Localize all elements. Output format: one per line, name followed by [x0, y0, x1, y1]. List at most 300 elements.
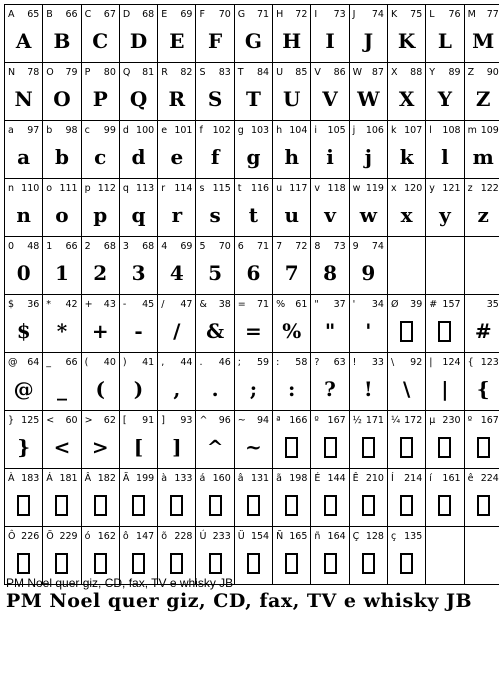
char-name: J — [352, 9, 356, 20]
char-name: 1 — [46, 241, 53, 252]
char-cell — [82, 179, 120, 237]
char-name: d — [122, 125, 129, 136]
char-code: 63 — [333, 357, 346, 368]
glyph-sample: \ — [402, 377, 411, 401]
char-name: u — [276, 183, 283, 194]
char-label — [314, 415, 345, 427]
char-label — [238, 415, 269, 427]
char-cell — [273, 63, 311, 121]
char-label — [161, 241, 192, 253]
char-name: U — [276, 67, 284, 78]
char-label — [85, 9, 116, 21]
char-cell — [350, 469, 388, 527]
glyph-sample: ) — [133, 377, 144, 401]
char-code: 102 — [212, 125, 231, 136]
char-code: 165 — [289, 531, 308, 542]
char-name: Ñ — [276, 531, 284, 542]
char-label — [276, 357, 307, 369]
char-name: Á — [46, 473, 53, 484]
char-row — [5, 121, 499, 179]
char-label — [123, 415, 154, 427]
char-label — [314, 473, 345, 485]
char-code: 79 — [65, 67, 78, 78]
sample-caption: PM Noel quer giz, CD, fax, TV e whisky JB — [6, 576, 234, 590]
char-code: 43 — [103, 299, 116, 310]
char-name: Â — [84, 473, 92, 484]
char-label — [391, 531, 422, 543]
char-code: 81 — [142, 67, 155, 78]
char-name: H — [276, 9, 284, 20]
char-label — [276, 67, 307, 79]
glyph-sample: C — [92, 29, 109, 53]
glyph-sample: D — [129, 29, 148, 53]
char-code: 164 — [327, 531, 346, 542]
char-label — [468, 415, 499, 427]
char-code: 41 — [142, 357, 155, 368]
char-cell — [388, 353, 426, 411]
char-row — [5, 179, 499, 237]
char-label — [468, 9, 499, 21]
char-name: S — [199, 67, 206, 78]
missing-glyph-box-icon — [273, 545, 310, 581]
char-name: Õ — [46, 531, 54, 542]
glyph-sample: X — [398, 87, 415, 111]
char-label — [85, 241, 116, 253]
char-code: 105 — [327, 125, 346, 136]
char-name: f — [199, 125, 203, 136]
char-label — [238, 9, 269, 21]
char-code: 116 — [250, 183, 270, 194]
char-row — [5, 469, 499, 527]
char-label — [85, 299, 116, 311]
char-label — [199, 241, 230, 253]
char-label — [161, 531, 192, 543]
glyph-sample: , — [173, 377, 181, 401]
char-code: 68 — [142, 9, 155, 20]
char-cell — [120, 121, 158, 179]
glyph-sample: M — [472, 29, 495, 53]
char-label — [238, 67, 269, 79]
char-code: 171 — [365, 415, 384, 426]
glyph-sample: | — [441, 377, 449, 401]
char-code: 76 — [448, 9, 461, 20]
char-label — [123, 473, 154, 485]
char-label — [199, 67, 230, 79]
missing-glyph-box-icon — [273, 429, 310, 465]
char-name: ô — [122, 531, 129, 542]
char-code: 73 — [333, 9, 346, 20]
char-cell — [196, 179, 234, 237]
glyph-sample: y — [439, 203, 451, 227]
char-code: 199 — [136, 473, 155, 484]
char-code: 90 — [486, 67, 499, 78]
char-code: 48 — [27, 241, 40, 252]
char-name: º — [314, 415, 319, 426]
char-code: 118 — [327, 183, 346, 194]
glyph-sample: T — [245, 87, 261, 111]
char-cell — [196, 121, 234, 179]
char-label — [238, 531, 269, 543]
glyph-sample: W — [357, 87, 380, 111]
char-label — [314, 9, 345, 21]
char-label — [314, 299, 345, 311]
char-name: q — [122, 183, 129, 194]
glyph-sample: P — [92, 87, 108, 111]
char-code: 35 — [486, 299, 499, 310]
glyph-sample: s — [209, 203, 221, 227]
char-code: 39 — [410, 299, 423, 310]
char-name: , — [161, 357, 165, 368]
char-cell — [43, 469, 81, 527]
missing-glyph-box-icon — [426, 313, 463, 349]
char-label — [161, 183, 192, 195]
char-code: 181 — [59, 473, 78, 484]
char-cell — [273, 295, 311, 353]
char-label — [8, 241, 39, 253]
char-code: 94 — [256, 415, 270, 426]
char-cell — [350, 295, 388, 353]
char-name: ê — [467, 473, 474, 484]
glyph-sample: . — [211, 377, 219, 401]
char-cell — [426, 5, 464, 63]
char-name: Z — [467, 67, 475, 78]
char-name: X — [390, 67, 398, 78]
char-cell — [43, 5, 81, 63]
char-name: B — [46, 9, 53, 20]
char-cell — [350, 179, 388, 237]
char-code: 114 — [174, 183, 193, 194]
char-label — [276, 9, 307, 21]
char-code: 108 — [442, 125, 461, 136]
glyph-sample: $ — [16, 319, 31, 343]
char-label — [123, 67, 154, 79]
char-cell — [311, 63, 349, 121]
char-cell — [158, 353, 196, 411]
char-cell — [426, 295, 464, 353]
char-cell — [273, 179, 311, 237]
glyph-sample: 4 — [169, 261, 184, 285]
char-code: 226 — [21, 531, 40, 542]
char-cell — [196, 63, 234, 121]
char-label — [8, 183, 39, 195]
char-code: 36 — [27, 299, 40, 310]
char-name: c — [84, 125, 90, 136]
char-label — [429, 183, 460, 195]
char-cell — [350, 353, 388, 411]
glyph-sample: / — [173, 319, 181, 343]
char-cell — [5, 179, 43, 237]
char-name: 3 — [122, 241, 129, 252]
char-name: À — [8, 473, 15, 484]
sample-text: PM Noel quer giz, CD, fax, TV e whisky JB — [6, 590, 473, 612]
char-label — [391, 67, 422, 79]
char-cell — [235, 353, 273, 411]
char-code: 70 — [218, 9, 231, 20]
char-cell — [43, 121, 81, 179]
glyph-sample: p — [93, 203, 108, 227]
char-cell — [82, 353, 120, 411]
glyph-sample: 3 — [131, 261, 146, 285]
char-code: 80 — [103, 67, 116, 78]
char-cell — [388, 121, 426, 179]
char-code: 109 — [480, 125, 499, 136]
missing-glyph-box-icon — [196, 487, 233, 523]
char-name: ó — [84, 531, 91, 542]
char-name: r — [161, 183, 166, 194]
char-name: | — [429, 357, 433, 368]
char-code: 110 — [21, 183, 40, 194]
glyph-sample: > — [91, 435, 109, 459]
char-name: i — [314, 125, 318, 136]
missing-glyph-box-icon — [311, 545, 348, 581]
char-label — [199, 415, 230, 427]
char-cell — [426, 411, 464, 469]
char-name: ( — [84, 357, 89, 368]
char-row — [5, 237, 499, 295]
char-code: 85 — [295, 67, 308, 78]
char-code: 61 — [295, 299, 308, 310]
glyph-sample: E — [169, 29, 185, 53]
glyph-sample: [ — [133, 435, 144, 459]
glyph-sample: < — [53, 435, 71, 459]
char-name: 8 — [314, 241, 321, 252]
char-name: A — [8, 9, 15, 20]
char-label — [276, 531, 307, 543]
glyph-sample: f — [210, 145, 220, 169]
char-label — [353, 9, 384, 21]
char-cell — [388, 5, 426, 63]
char-name: * — [46, 299, 52, 310]
char-name: ¼ — [390, 415, 401, 426]
missing-glyph-box-icon — [426, 429, 463, 465]
char-label — [46, 415, 77, 427]
glyph-sample: } — [17, 435, 31, 459]
char-name: $ — [8, 299, 15, 310]
char-cell — [5, 237, 43, 295]
char-label — [238, 241, 269, 253]
char-code: 59 — [256, 357, 270, 368]
char-code: 34 — [371, 299, 384, 310]
char-code: 68 — [103, 241, 116, 252]
char-name: Ê — [352, 473, 359, 484]
char-name: õ — [161, 531, 167, 542]
char-label — [123, 183, 154, 195]
char-name: º — [467, 415, 473, 426]
char-cell — [273, 353, 311, 411]
glyph-sample: a — [17, 145, 31, 169]
char-name: p — [84, 183, 91, 194]
char-label — [353, 473, 384, 485]
char-label — [353, 67, 384, 79]
char-name: à — [161, 473, 168, 484]
char-name: I — [314, 9, 318, 20]
glyph-sample: J — [363, 29, 374, 53]
char-code: 86 — [333, 67, 346, 78]
char-label — [85, 415, 116, 427]
char-cell — [426, 353, 464, 411]
char-name: t — [237, 183, 242, 194]
char-label — [391, 357, 422, 369]
char-label — [391, 473, 422, 485]
glyph-sample: Q — [129, 87, 148, 111]
char-code: 123 — [480, 357, 499, 368]
glyph-sample: G — [244, 29, 262, 53]
char-code: 104 — [289, 125, 308, 136]
char-label — [8, 299, 39, 311]
char-cell — [311, 527, 349, 585]
char-name: ! — [352, 357, 357, 368]
char-cell — [158, 237, 196, 295]
glyph-sample: = — [245, 319, 262, 343]
missing-glyph-box-icon — [311, 429, 348, 465]
char-name: : — [276, 357, 280, 368]
char-name: + — [84, 299, 93, 310]
missing-glyph-box-icon — [388, 487, 425, 523]
char-code: 144 — [327, 473, 346, 484]
char-cell — [388, 179, 426, 237]
char-cell — [235, 5, 273, 63]
char-code: 83 — [218, 67, 231, 78]
char-code: 106 — [365, 125, 384, 136]
char-cell — [311, 5, 349, 63]
char-label — [468, 125, 499, 137]
char-name: Ç — [352, 531, 360, 542]
glyph-sample: { — [476, 377, 490, 401]
glyph-sample: # — [474, 319, 492, 343]
char-cell — [311, 353, 349, 411]
char-cell — [311, 237, 349, 295]
char-cell — [82, 469, 120, 527]
char-name: ] — [161, 415, 165, 426]
char-code: 119 — [365, 183, 384, 194]
char-label — [199, 183, 230, 195]
char-cell — [82, 121, 120, 179]
char-name: Ø — [390, 299, 399, 310]
char-cell — [273, 121, 311, 179]
char-name: j — [352, 125, 356, 136]
char-cell — [5, 469, 43, 527]
char-code: 93 — [180, 415, 193, 426]
char-code: 99 — [103, 125, 116, 136]
char-cell — [350, 527, 388, 585]
char-cell — [43, 353, 81, 411]
glyph-sample: u — [284, 203, 299, 227]
missing-glyph-box-icon — [350, 487, 387, 523]
char-label — [314, 241, 345, 253]
glyph-sample: j — [364, 145, 372, 169]
char-code: 78 — [27, 67, 40, 78]
char-code: 198 — [289, 473, 308, 484]
char-name: v — [314, 183, 320, 194]
char-name: F — [199, 9, 205, 20]
glyph-sample: A — [15, 29, 32, 53]
char-name: . — [199, 357, 203, 368]
char-code: 172 — [404, 415, 423, 426]
char-label — [314, 531, 345, 543]
char-name: Y — [429, 67, 436, 78]
char-label — [85, 357, 116, 369]
char-code: 113 — [136, 183, 155, 194]
char-name: Ü — [237, 531, 245, 542]
char-label — [276, 415, 307, 427]
glyph-sample: : — [288, 377, 296, 401]
char-cell — [196, 237, 234, 295]
glyph-sample: o — [55, 203, 69, 227]
char-code: 117 — [289, 183, 308, 194]
char-label — [8, 531, 39, 543]
glyph-sample: I — [325, 29, 335, 53]
char-label — [429, 415, 460, 427]
char-label — [353, 531, 384, 543]
char-name: e — [161, 125, 168, 136]
char-name: K — [390, 9, 398, 20]
char-label — [314, 183, 345, 195]
char-code: 72 — [295, 241, 308, 252]
char-label — [468, 473, 499, 485]
char-code: 45 — [142, 299, 155, 310]
glyph-sample: w — [359, 203, 377, 227]
char-code: 96 — [218, 415, 231, 426]
glyph-sample: l — [441, 145, 449, 169]
missing-glyph-box-icon — [388, 545, 425, 581]
char-code: 230 — [442, 415, 461, 426]
char-name: z — [467, 183, 473, 194]
char-label — [85, 473, 116, 485]
char-code: 74 — [371, 9, 384, 20]
char-name: T — [237, 67, 244, 78]
char-code: 107 — [404, 125, 423, 136]
char-label — [46, 531, 77, 543]
char-cell — [350, 411, 388, 469]
glyph-sample: @ — [13, 377, 34, 401]
missing-glyph-box-icon — [350, 545, 387, 581]
glyph-sample: c — [94, 145, 107, 169]
char-cell — [43, 179, 81, 237]
char-name: ã — [276, 473, 282, 484]
char-label — [391, 9, 422, 21]
char-name: Ô — [8, 531, 16, 542]
missing-glyph-box-icon — [273, 487, 310, 523]
glyph-sample: ' — [365, 319, 372, 343]
char-cell — [350, 5, 388, 63]
char-name: n — [8, 183, 15, 194]
char-label — [353, 415, 384, 427]
char-cell — [158, 295, 196, 353]
char-name: > — [84, 415, 93, 426]
char-name: h — [276, 125, 283, 136]
glyph-sample: % — [282, 319, 302, 343]
char-code: 33 — [371, 357, 384, 368]
char-cell — [235, 179, 273, 237]
char-cell — [43, 411, 81, 469]
glyph-sample: t — [248, 203, 259, 227]
char-cell — [465, 5, 499, 63]
char-cell — [465, 63, 499, 121]
char-code: 100 — [136, 125, 155, 136]
glyph-sample: 9 — [361, 261, 376, 285]
char-code: 67 — [103, 9, 116, 20]
char-code: 125 — [21, 415, 40, 426]
glyph-sample: 6 — [246, 261, 261, 285]
char-cell — [158, 5, 196, 63]
char-cell — [120, 179, 158, 237]
char-label — [199, 357, 230, 369]
char-cell — [5, 295, 43, 353]
char-cell — [196, 295, 234, 353]
char-cell — [273, 237, 311, 295]
char-code: 122 — [480, 183, 499, 194]
glyph-sample: v — [324, 203, 336, 227]
